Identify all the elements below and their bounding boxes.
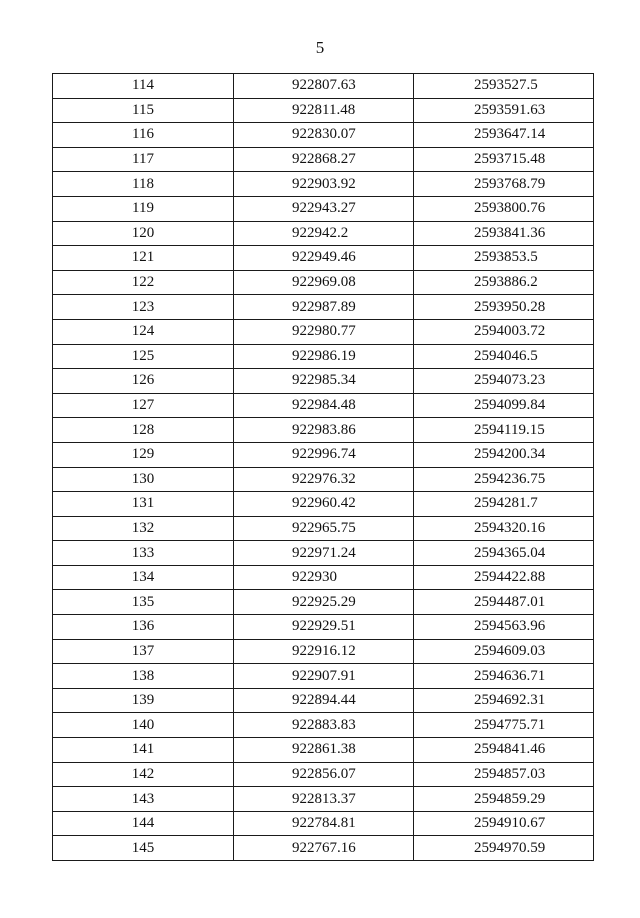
x-coordinate-cell: 922971.24 [234, 541, 414, 566]
y-coordinate-cell: 2594970.59 [414, 836, 594, 861]
point-number-cell: 125 [53, 344, 234, 369]
table-row [53, 270, 594, 295]
point-number-cell: 120 [53, 221, 234, 246]
y-coordinate-cell: 2593853.5 [414, 246, 594, 271]
table-row [53, 615, 594, 640]
x-coordinate-cell: 922983.86 [234, 418, 414, 443]
x-coordinate-cell: 922807.63 [234, 74, 414, 99]
x-coordinate-cell: 922987.89 [234, 295, 414, 320]
table-row [53, 713, 594, 738]
point-number-cell: 129 [53, 442, 234, 467]
y-coordinate-cell: 2594046.5 [414, 344, 594, 369]
point-number-cell: 118 [53, 172, 234, 197]
x-coordinate-cell: 922903.92 [234, 172, 414, 197]
table-row [53, 639, 594, 664]
table-row [53, 172, 594, 197]
x-coordinate-cell: 922813.37 [234, 787, 414, 812]
x-coordinate-cell: 922985.34 [234, 369, 414, 394]
point-number-cell: 135 [53, 590, 234, 615]
point-number-cell: 132 [53, 516, 234, 541]
point-number-cell: 136 [53, 615, 234, 640]
table-row [53, 295, 594, 320]
y-coordinate-cell: 2593647.14 [414, 123, 594, 148]
x-coordinate-cell: 922925.29 [234, 590, 414, 615]
x-coordinate-cell: 922984.48 [234, 393, 414, 418]
table-row [53, 787, 594, 812]
table-row [53, 221, 594, 246]
table-row [53, 246, 594, 271]
y-coordinate-cell: 2594910.67 [414, 811, 594, 836]
x-coordinate-cell: 922929.51 [234, 615, 414, 640]
table-row [53, 565, 594, 590]
table-row [53, 74, 594, 99]
y-coordinate-cell: 2593886.2 [414, 270, 594, 295]
table-row [53, 738, 594, 763]
y-coordinate-cell: 2593800.76 [414, 196, 594, 221]
table-row [53, 492, 594, 517]
x-coordinate-cell: 922830.07 [234, 123, 414, 148]
point-number-cell: 142 [53, 762, 234, 787]
x-coordinate-cell: 922883.83 [234, 713, 414, 738]
y-coordinate-cell: 2593591.63 [414, 98, 594, 123]
point-number-cell: 117 [53, 147, 234, 172]
point-number-cell: 115 [53, 98, 234, 123]
table-row [53, 688, 594, 713]
x-coordinate-cell: 922811.48 [234, 98, 414, 123]
x-coordinate-cell: 922976.32 [234, 467, 414, 492]
point-number-cell: 138 [53, 664, 234, 689]
table-row [53, 369, 594, 394]
x-coordinate-cell: 922856.07 [234, 762, 414, 787]
table-row [53, 98, 594, 123]
table-row [53, 344, 594, 369]
x-coordinate-cell: 922980.77 [234, 319, 414, 344]
table-row [53, 541, 594, 566]
point-number-cell: 130 [53, 467, 234, 492]
y-coordinate-cell: 2594073.23 [414, 369, 594, 394]
y-coordinate-cell: 2594320.16 [414, 516, 594, 541]
y-coordinate-cell: 2593715.48 [414, 147, 594, 172]
table-row [53, 418, 594, 443]
y-coordinate-cell: 2593841.36 [414, 221, 594, 246]
y-coordinate-cell: 2594422.88 [414, 565, 594, 590]
x-coordinate-cell: 922960.42 [234, 492, 414, 517]
x-coordinate-cell: 922996.74 [234, 442, 414, 467]
point-number-cell: 131 [53, 492, 234, 517]
table-row [53, 393, 594, 418]
point-number-cell: 123 [53, 295, 234, 320]
y-coordinate-cell: 2593527.5 [414, 74, 594, 99]
y-coordinate-cell: 2593768.79 [414, 172, 594, 197]
table-row [53, 319, 594, 344]
point-number-cell: 133 [53, 541, 234, 566]
y-coordinate-cell: 2594775.71 [414, 713, 594, 738]
point-number-cell: 144 [53, 811, 234, 836]
x-coordinate-cell: 922969.08 [234, 270, 414, 295]
y-coordinate-cell: 2594099.84 [414, 393, 594, 418]
table-row [53, 467, 594, 492]
table-row [53, 664, 594, 689]
x-coordinate-cell: 922916.12 [234, 639, 414, 664]
point-number-cell: 124 [53, 319, 234, 344]
table-row [53, 516, 594, 541]
point-number-cell: 126 [53, 369, 234, 394]
point-number-cell: 122 [53, 270, 234, 295]
table-row [53, 836, 594, 861]
y-coordinate-cell: 2594200.34 [414, 442, 594, 467]
y-coordinate-cell: 2594487.01 [414, 590, 594, 615]
point-number-cell: 119 [53, 196, 234, 221]
x-coordinate-cell: 922767.16 [234, 836, 414, 861]
point-number-cell: 134 [53, 565, 234, 590]
y-coordinate-cell: 2594859.29 [414, 787, 594, 812]
x-coordinate-cell: 922861.38 [234, 738, 414, 763]
table-row [53, 147, 594, 172]
y-coordinate-cell: 2593950.28 [414, 295, 594, 320]
y-coordinate-cell: 2594841.46 [414, 738, 594, 763]
y-coordinate-cell: 2594857.03 [414, 762, 594, 787]
x-coordinate-cell: 922868.27 [234, 147, 414, 172]
table-row [53, 123, 594, 148]
point-number-cell: 145 [53, 836, 234, 861]
table-row [53, 442, 594, 467]
point-number-cell: 140 [53, 713, 234, 738]
point-number-cell: 141 [53, 738, 234, 763]
point-number-cell: 137 [53, 639, 234, 664]
coordinates-table [52, 73, 594, 861]
point-number-cell: 114 [53, 74, 234, 99]
table-row [53, 590, 594, 615]
table-row [53, 762, 594, 787]
coordinates-table-body [53, 74, 594, 861]
table-row [53, 196, 594, 221]
y-coordinate-cell: 2594236.75 [414, 467, 594, 492]
point-number-cell: 116 [53, 123, 234, 148]
x-coordinate-cell: 922784.81 [234, 811, 414, 836]
point-number-cell: 121 [53, 246, 234, 271]
x-coordinate-cell: 922965.75 [234, 516, 414, 541]
point-number-cell: 139 [53, 688, 234, 713]
y-coordinate-cell: 2594563.96 [414, 615, 594, 640]
point-number-cell: 127 [53, 393, 234, 418]
point-number-cell: 143 [53, 787, 234, 812]
x-coordinate-cell: 922894.44 [234, 688, 414, 713]
y-coordinate-cell: 2594365.04 [414, 541, 594, 566]
point-number-cell: 128 [53, 418, 234, 443]
x-coordinate-cell: 922930 [234, 565, 414, 590]
y-coordinate-cell: 2594003.72 [414, 319, 594, 344]
x-coordinate-cell: 922949.46 [234, 246, 414, 271]
x-coordinate-cell: 922942.2 [234, 221, 414, 246]
x-coordinate-cell: 922907.91 [234, 664, 414, 689]
y-coordinate-cell: 2594119.15 [414, 418, 594, 443]
page-number: 5 [315, 38, 325, 57]
y-coordinate-cell: 2594281.7 [414, 492, 594, 517]
x-coordinate-cell: 922986.19 [234, 344, 414, 369]
y-coordinate-cell: 2594636.71 [414, 664, 594, 689]
y-coordinate-cell: 2594692.31 [414, 688, 594, 713]
x-coordinate-cell: 922943.27 [234, 196, 414, 221]
table-row [53, 811, 594, 836]
y-coordinate-cell: 2594609.03 [414, 639, 594, 664]
